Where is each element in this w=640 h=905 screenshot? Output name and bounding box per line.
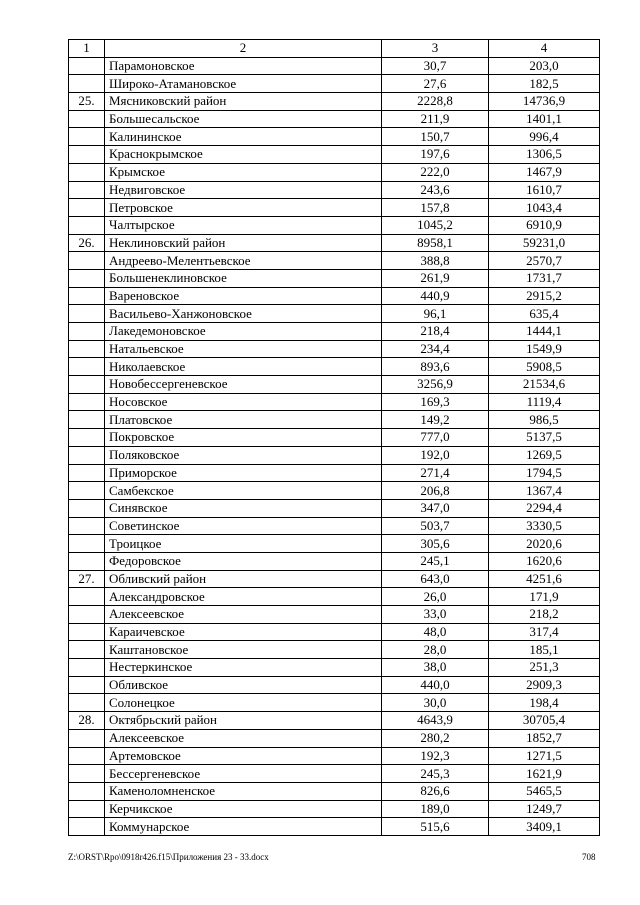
table-row <box>69 340 600 358</box>
row-value-col4-cell: 1852,7 <box>489 729 600 747</box>
row-value-col4-cell: 1621,9 <box>489 765 600 783</box>
table-row <box>69 676 600 694</box>
row-name-cell: Алексеевское <box>105 729 382 747</box>
header-cell-4: 4 <box>489 40 600 58</box>
row-value-col4-cell: 1467,9 <box>489 163 600 181</box>
row-number-cell <box>69 641 105 659</box>
row-number-cell <box>69 252 105 270</box>
row-value-col4-cell: 1444,1 <box>489 323 600 341</box>
table-row <box>69 694 600 712</box>
row-name-cell: Новобессергеневское <box>105 376 382 394</box>
table-row <box>69 376 600 394</box>
row-number-cell <box>69 464 105 482</box>
row-name-cell: Самбекское <box>105 482 382 500</box>
table-row <box>69 535 600 553</box>
table-row <box>69 446 600 464</box>
row-name-cell: Николаевское <box>105 358 382 376</box>
row-value-col4-cell: 3330,5 <box>489 517 600 535</box>
table-row <box>69 588 600 606</box>
row-number-cell <box>69 75 105 93</box>
row-name-cell: Мясниковский район <box>105 93 382 111</box>
row-number-cell <box>69 146 105 164</box>
row-value-col3-cell: 347,0 <box>382 499 489 517</box>
row-number-cell <box>69 499 105 517</box>
row-name-cell: Недвиговское <box>105 181 382 199</box>
row-value-col4-cell: 1401,1 <box>489 110 600 128</box>
row-value-col3-cell: 8958,1 <box>382 234 489 252</box>
row-number-cell <box>69 782 105 800</box>
row-number-cell <box>69 340 105 358</box>
row-name-cell: Александровское <box>105 588 382 606</box>
row-value-col4-cell: 6910,9 <box>489 216 600 234</box>
row-value-col3-cell: 440,9 <box>382 287 489 305</box>
row-number-cell <box>69 747 105 765</box>
table-row <box>69 216 600 234</box>
table-row <box>69 606 600 624</box>
row-value-col4-cell: 182,5 <box>489 75 600 93</box>
header-cell-3: 3 <box>382 40 489 58</box>
row-name-cell: Большенеклиновское <box>105 269 382 287</box>
row-value-col4-cell: 1249,7 <box>489 800 600 818</box>
row-name-cell: Каштановское <box>105 641 382 659</box>
row-value-col3-cell: 440,0 <box>382 676 489 694</box>
row-value-col3-cell: 218,4 <box>382 323 489 341</box>
row-value-col3-cell: 30,0 <box>382 694 489 712</box>
row-name-cell: Петровское <box>105 199 382 217</box>
table-row <box>69 570 600 588</box>
row-value-col4-cell: 1731,7 <box>489 269 600 287</box>
row-value-col4-cell: 5465,5 <box>489 782 600 800</box>
row-value-col4-cell: 1043,4 <box>489 199 600 217</box>
table-row <box>69 517 600 535</box>
row-name-cell: Чалтырское <box>105 216 382 234</box>
data-table <box>68 39 600 836</box>
row-value-col3-cell: 893,6 <box>382 358 489 376</box>
row-name-cell: Артемовское <box>105 747 382 765</box>
row-value-col4-cell: 1269,5 <box>489 446 600 464</box>
table-row <box>69 800 600 818</box>
table-row <box>69 499 600 517</box>
table-row <box>69 110 600 128</box>
table-row <box>69 747 600 765</box>
row-value-col3-cell: 28,0 <box>382 641 489 659</box>
row-name-cell: Солонецкое <box>105 694 382 712</box>
row-number-cell <box>69 482 105 500</box>
table-row <box>69 729 600 747</box>
row-value-col4-cell: 218,2 <box>489 606 600 624</box>
row-number-cell <box>69 393 105 411</box>
table-row <box>69 269 600 287</box>
table-row <box>69 464 600 482</box>
table-row <box>69 234 600 252</box>
row-value-col3-cell: 157,8 <box>382 199 489 217</box>
row-number-cell <box>69 623 105 641</box>
row-value-col3-cell: 515,6 <box>382 818 489 836</box>
row-value-col3-cell: 245,1 <box>382 552 489 570</box>
row-value-col4-cell: 185,1 <box>489 641 600 659</box>
table-row <box>69 199 600 217</box>
row-value-col3-cell: 38,0 <box>382 659 489 677</box>
row-name-cell: Керчикское <box>105 800 382 818</box>
row-number-cell <box>69 606 105 624</box>
row-value-col4-cell: 2570,7 <box>489 252 600 270</box>
footer-page-number: 708 <box>582 852 596 862</box>
row-number-cell: 26. <box>69 234 105 252</box>
row-name-cell: Платовское <box>105 411 382 429</box>
row-number-cell <box>69 181 105 199</box>
row-value-col3-cell: 245,3 <box>382 765 489 783</box>
header-cell-2: 2 <box>105 40 382 58</box>
row-number-cell <box>69 729 105 747</box>
row-name-cell: Большесальское <box>105 110 382 128</box>
row-number-cell <box>69 517 105 535</box>
row-name-cell: Васильево-Ханжоновское <box>105 305 382 323</box>
row-name-cell: Покровское <box>105 429 382 447</box>
row-name-cell: Носовское <box>105 393 382 411</box>
row-number-cell <box>69 676 105 694</box>
row-name-cell: Алексеевское <box>105 606 382 624</box>
row-value-col3-cell: 3256,9 <box>382 376 489 394</box>
row-value-col4-cell: 21534,6 <box>489 376 600 394</box>
row-value-col3-cell: 26,0 <box>382 588 489 606</box>
table-row <box>69 163 600 181</box>
row-value-col3-cell: 826,6 <box>382 782 489 800</box>
row-number-cell <box>69 552 105 570</box>
row-number-cell <box>69 199 105 217</box>
table-row <box>69 712 600 730</box>
row-value-col4-cell: 30705,4 <box>489 712 600 730</box>
header-cell-1: 1 <box>69 40 105 58</box>
row-value-col3-cell: 96,1 <box>382 305 489 323</box>
row-value-col4-cell: 2915,2 <box>489 287 600 305</box>
table-row <box>69 305 600 323</box>
row-number-cell <box>69 765 105 783</box>
row-value-col4-cell: 2909,3 <box>489 676 600 694</box>
row-name-cell: Натальевское <box>105 340 382 358</box>
row-number-cell <box>69 287 105 305</box>
row-value-col3-cell: 305,6 <box>382 535 489 553</box>
row-value-col4-cell: 996,4 <box>489 128 600 146</box>
row-value-col4-cell: 1367,4 <box>489 482 600 500</box>
row-number-cell <box>69 659 105 677</box>
row-name-cell: Широко-Атамановское <box>105 75 382 93</box>
row-value-col3-cell: 271,4 <box>382 464 489 482</box>
table-row <box>69 93 600 111</box>
table-row <box>69 641 600 659</box>
row-name-cell: Федоровское <box>105 552 382 570</box>
row-name-cell: Калининское <box>105 128 382 146</box>
row-name-cell: Приморское <box>105 464 382 482</box>
table-row <box>69 411 600 429</box>
table-row <box>69 146 600 164</box>
row-value-col3-cell: 189,0 <box>382 800 489 818</box>
table-row <box>69 659 600 677</box>
row-value-col4-cell: 14736,9 <box>489 93 600 111</box>
row-number-cell <box>69 800 105 818</box>
row-value-col4-cell: 59231,0 <box>489 234 600 252</box>
row-value-col3-cell: 2228,8 <box>382 93 489 111</box>
row-value-col3-cell: 30,7 <box>382 57 489 75</box>
table-row <box>69 75 600 93</box>
row-value-col3-cell: 280,2 <box>382 729 489 747</box>
row-value-col3-cell: 234,4 <box>382 340 489 358</box>
row-value-col3-cell: 149,2 <box>382 411 489 429</box>
row-name-cell: Парамоновское <box>105 57 382 75</box>
row-number-cell <box>69 429 105 447</box>
table-row <box>69 252 600 270</box>
row-name-cell: Коммунарское <box>105 818 382 836</box>
row-value-col3-cell: 192,0 <box>382 446 489 464</box>
row-value-col4-cell: 251,3 <box>489 659 600 677</box>
table-row <box>69 782 600 800</box>
row-value-col4-cell: 1549,9 <box>489 340 600 358</box>
footer-file-path: Z:\ORST\Rpo\0918r426.f15\Приложения 23 - 33.docx <box>68 852 269 862</box>
row-name-cell: Октябрьский район <box>105 712 382 730</box>
row-value-col4-cell: 5137,5 <box>489 429 600 447</box>
table-row <box>69 128 600 146</box>
row-number-cell <box>69 57 105 75</box>
row-value-col3-cell: 33,0 <box>382 606 489 624</box>
row-value-col4-cell: 1119,4 <box>489 393 600 411</box>
row-value-col3-cell: 388,8 <box>382 252 489 270</box>
row-value-col3-cell: 643,0 <box>382 570 489 588</box>
row-number-cell <box>69 323 105 341</box>
row-number-cell <box>69 535 105 553</box>
table-row <box>69 429 600 447</box>
row-number-cell: 28. <box>69 712 105 730</box>
table-row <box>69 393 600 411</box>
table-row <box>69 765 600 783</box>
row-number-cell <box>69 694 105 712</box>
row-name-cell: Каменоломненское <box>105 782 382 800</box>
row-number-cell <box>69 216 105 234</box>
row-value-col4-cell: 198,4 <box>489 694 600 712</box>
row-value-col4-cell: 986,5 <box>489 411 600 429</box>
row-value-col4-cell: 203,0 <box>489 57 600 75</box>
table-row <box>69 623 600 641</box>
row-value-col3-cell: 197,6 <box>382 146 489 164</box>
row-number-cell: 25. <box>69 93 105 111</box>
table-header-row <box>69 40 600 58</box>
row-value-col3-cell: 777,0 <box>382 429 489 447</box>
row-name-cell: Поляковское <box>105 446 382 464</box>
row-value-col4-cell: 1620,6 <box>489 552 600 570</box>
row-value-col3-cell: 243,6 <box>382 181 489 199</box>
row-name-cell: Советинское <box>105 517 382 535</box>
row-value-col3-cell: 503,7 <box>382 517 489 535</box>
row-number-cell <box>69 411 105 429</box>
row-number-cell <box>69 376 105 394</box>
row-name-cell: Краснокрымское <box>105 146 382 164</box>
row-value-col4-cell: 1610,7 <box>489 181 600 199</box>
row-name-cell: Лакедемоновское <box>105 323 382 341</box>
row-number-cell <box>69 269 105 287</box>
table-row <box>69 482 600 500</box>
table-row <box>69 323 600 341</box>
row-number-cell <box>69 588 105 606</box>
row-value-col3-cell: 48,0 <box>382 623 489 641</box>
row-name-cell: Синявское <box>105 499 382 517</box>
row-name-cell: Караичевское <box>105 623 382 641</box>
row-value-col4-cell: 1794,5 <box>489 464 600 482</box>
row-value-col4-cell: 1271,5 <box>489 747 600 765</box>
row-number-cell <box>69 446 105 464</box>
row-value-col4-cell: 171,9 <box>489 588 600 606</box>
row-number-cell <box>69 358 105 376</box>
table-row <box>69 358 600 376</box>
row-value-col3-cell: 222,0 <box>382 163 489 181</box>
row-name-cell: Вареновское <box>105 287 382 305</box>
row-value-col4-cell: 5908,5 <box>489 358 600 376</box>
row-value-col4-cell: 635,4 <box>489 305 600 323</box>
row-name-cell: Обливский район <box>105 570 382 588</box>
row-number-cell <box>69 110 105 128</box>
row-value-col3-cell: 150,7 <box>382 128 489 146</box>
row-name-cell: Нестеркинское <box>105 659 382 677</box>
row-name-cell: Крымское <box>105 163 382 181</box>
table-row <box>69 181 600 199</box>
row-value-col3-cell: 261,9 <box>382 269 489 287</box>
table-row <box>69 57 600 75</box>
row-value-col3-cell: 27,6 <box>382 75 489 93</box>
table-row <box>69 552 600 570</box>
row-value-col3-cell: 211,9 <box>382 110 489 128</box>
row-name-cell: Неклиновский район <box>105 234 382 252</box>
row-value-col3-cell: 169,3 <box>382 393 489 411</box>
row-value-col4-cell: 3409,1 <box>489 818 600 836</box>
row-name-cell: Бессергеневское <box>105 765 382 783</box>
row-value-col3-cell: 1045,2 <box>382 216 489 234</box>
row-value-col3-cell: 206,8 <box>382 482 489 500</box>
row-number-cell <box>69 818 105 836</box>
row-value-col3-cell: 4643,9 <box>382 712 489 730</box>
row-name-cell: Троицкое <box>105 535 382 553</box>
row-value-col4-cell: 4251,6 <box>489 570 600 588</box>
row-value-col4-cell: 317,4 <box>489 623 600 641</box>
row-value-col3-cell: 192,3 <box>382 747 489 765</box>
row-number-cell <box>69 163 105 181</box>
row-value-col4-cell: 1306,5 <box>489 146 600 164</box>
row-name-cell: Андреево-Мелентьевское <box>105 252 382 270</box>
table-row <box>69 287 600 305</box>
row-value-col4-cell: 2294,4 <box>489 499 600 517</box>
row-value-col4-cell: 2020,6 <box>489 535 600 553</box>
row-number-cell <box>69 305 105 323</box>
table-row <box>69 818 600 836</box>
row-number-cell: 27. <box>69 570 105 588</box>
row-number-cell <box>69 128 105 146</box>
row-name-cell: Обливское <box>105 676 382 694</box>
